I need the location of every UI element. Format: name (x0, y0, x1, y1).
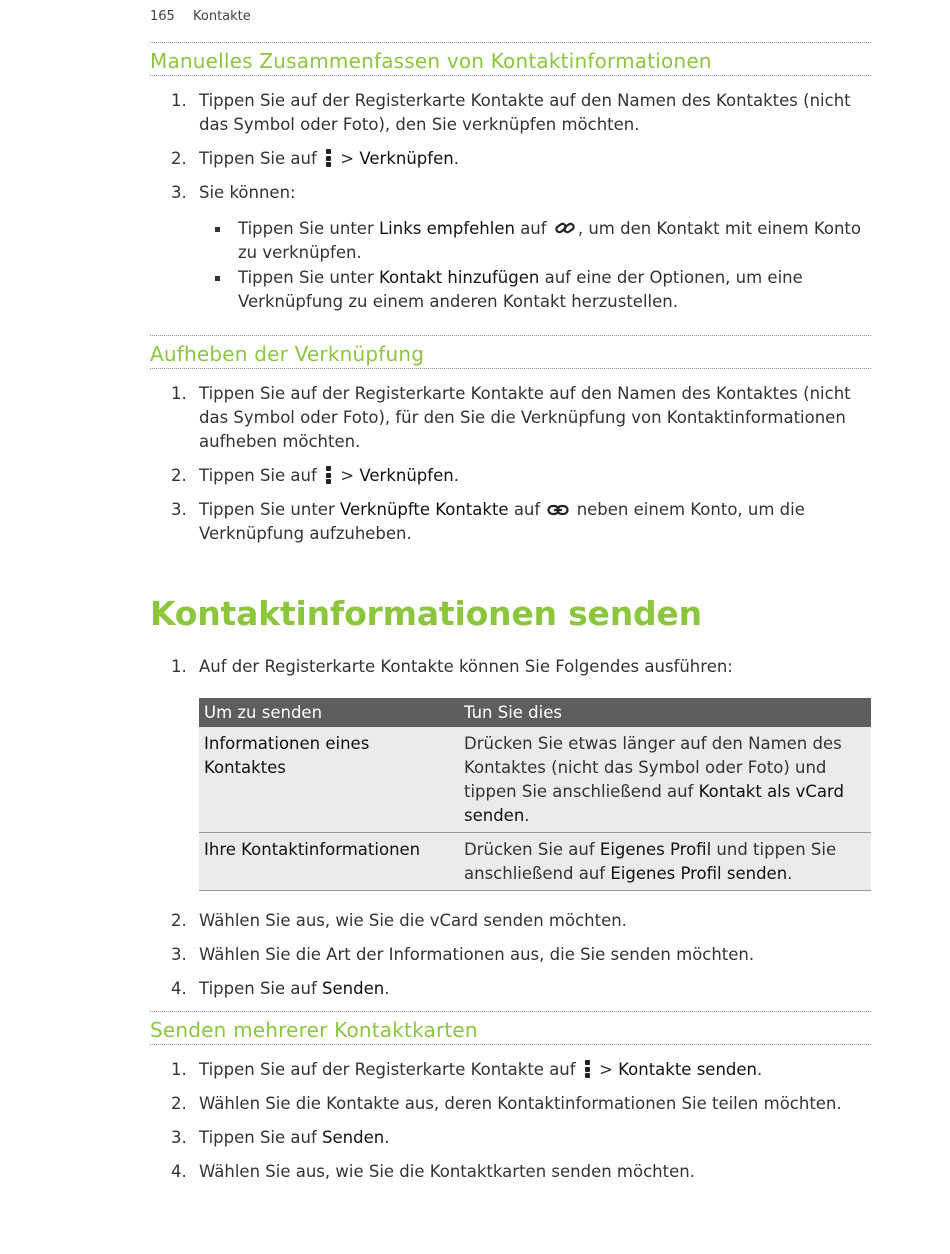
section-heading: Aufheben der Verknüpfung (150, 342, 425, 366)
bullet-text: auf eine der Optionen, um eine Verknüpfung zu einem anderen Kontakt herzustellen. (238, 268, 803, 311)
cell-text: . (524, 806, 530, 825)
step-text: . (384, 979, 390, 998)
step-number: 4. (171, 979, 187, 998)
step-number: 1. (171, 91, 187, 110)
step-item (150, 655, 871, 679)
step-text: . (453, 466, 459, 485)
cell-text: Drücken Sie etwas länger auf den Namen des Kontaktes (nicht das Symbol oder Foto) und tippen Sie anschließend auf (464, 734, 842, 801)
ui-term: Verknüpfen (359, 149, 454, 168)
step-item (150, 1092, 871, 1116)
cell-text: . (787, 864, 793, 883)
step-item (150, 147, 871, 171)
step-item (150, 909, 871, 933)
table-cell: Informationen eines Kontaktes (199, 727, 459, 833)
section-rule (150, 75, 871, 76)
ui-term: Eigenes Profil (599, 840, 712, 859)
step-list (150, 382, 871, 546)
table-header: Tun Sie dies (459, 698, 871, 727)
step-number: 4. (171, 1162, 187, 1181)
step-text: Wählen Sie aus, wie Sie die Kontaktkarten senden möchten. (199, 1162, 695, 1181)
unlink-icon (547, 503, 569, 517)
bullet-list (150, 217, 871, 314)
step-item (150, 181, 871, 314)
step-text: Wählen Sie die Art der Informationen aus, die Sie senden möchten. (199, 945, 755, 964)
step-text: Auf der Registerkarte Kontakte können Sie Folgendes ausführen: (199, 657, 733, 676)
step-text: Tippen Sie auf der Registerkarte Kontakte auf den Namen des Kontaktes (nicht das Symbol oder Foto), für den Sie die Verknüpfung von Kontaktinformationen aufheben möchten. (199, 384, 851, 451)
send-options-table (199, 698, 871, 891)
bullet-text: Tippen Sie unter (238, 219, 374, 238)
step-text: Tippen Sie auf der Registerkarte Kontakte auf den Namen des Kontaktes (nicht das Symbol oder Foto), den Sie verknüpfen möchten. (199, 91, 851, 134)
step-text: auf (513, 500, 541, 519)
table-row (199, 833, 871, 891)
ui-term: Kontakte senden (618, 1060, 757, 1079)
step-item (150, 1126, 871, 1150)
ui-term: Senden (322, 979, 385, 998)
step-text: Tippen Sie auf (199, 149, 317, 168)
step-text: > (599, 1060, 613, 1079)
ui-term: Eigenes Profil senden (610, 864, 788, 883)
step-number: 3. (171, 1128, 187, 1147)
step-list (150, 1058, 871, 1184)
step-item (150, 382, 871, 454)
step-list (150, 909, 871, 1001)
step-item (150, 977, 871, 1001)
step-item (150, 1160, 871, 1184)
bullet-item (199, 217, 871, 265)
step-number: 1. (171, 1060, 187, 1079)
menu-icon (326, 149, 331, 167)
step-number: 3. (171, 183, 187, 202)
step-number: 1. (171, 384, 187, 403)
step-item (150, 464, 871, 488)
ui-term: Verknüpfte Kontakte (339, 500, 509, 519)
ui-term: Kontakt hinzufügen (378, 268, 540, 287)
page-number: 165 (150, 9, 175, 24)
step-item (150, 943, 871, 967)
page-header (150, 9, 251, 24)
step-text: neben einem Konto, um die Verknüpfung aufzuheben. (199, 500, 805, 543)
bullet-text: , um den Kontakt mit einem Konto zu verknüpfen. (238, 219, 861, 262)
link-suggest-icon (554, 220, 576, 236)
menu-icon (585, 1060, 590, 1078)
table-cell (459, 833, 871, 891)
ui-term: Kontakt als vCard senden (464, 782, 844, 825)
ui-term: Links empfehlen (378, 219, 515, 238)
bullet-text: Tippen Sie unter (238, 268, 374, 287)
step-item (150, 89, 871, 137)
step-text: Sie können: (199, 183, 296, 202)
step-text: Tippen Sie auf (199, 466, 317, 485)
step-number: 2. (171, 911, 187, 930)
step-text: . (757, 1060, 763, 1079)
ui-term: Senden (322, 1128, 385, 1147)
section-rule (150, 368, 871, 369)
step-text: . (453, 149, 459, 168)
step-text: > (340, 149, 355, 168)
step-item (150, 498, 871, 546)
step-list (150, 655, 871, 679)
step-number: 3. (171, 945, 187, 964)
ui-term: Verknüpfen (359, 466, 454, 485)
step-list (150, 89, 871, 314)
table-row (199, 727, 871, 833)
table-cell: Ihre Kontaktinformationen (199, 833, 459, 891)
menu-icon (326, 466, 331, 484)
table-cell (459, 727, 871, 833)
step-text: Wählen Sie die Kontakte aus, deren Kontaktinformationen Sie teilen möchten. (199, 1094, 842, 1113)
cell-text: und tippen Sie anschließend auf (464, 840, 837, 883)
step-number: 1. (171, 657, 187, 676)
bullet-item (199, 266, 871, 314)
cell-text: Drücken Sie auf (464, 840, 595, 859)
chapter-title: Kontakte (193, 9, 251, 24)
table-header: Um zu senden (199, 698, 459, 727)
bullet-text: auf (520, 219, 547, 238)
step-text: Tippen Sie unter (199, 500, 335, 519)
chapter-heading: Kontaktinformationen senden (150, 594, 702, 633)
page-content (150, 42, 871, 1194)
step-number: 2. (171, 466, 187, 485)
step-number: 2. (171, 1094, 187, 1113)
table-header-row (199, 698, 871, 727)
section-heading: Senden mehrerer Kontaktkarten (150, 1018, 478, 1042)
step-text: Tippen Sie auf (199, 1128, 317, 1147)
step-number: 3. (171, 500, 187, 519)
step-text: > (340, 466, 355, 485)
step-number: 2. (171, 149, 187, 168)
section-rule (150, 1044, 871, 1045)
step-item (150, 1058, 871, 1082)
step-text: Wählen Sie aus, wie Sie die vCard senden möchten. (199, 911, 627, 930)
step-text: . (384, 1128, 390, 1147)
step-text: Tippen Sie auf der Registerkarte Kontakte auf (199, 1060, 576, 1079)
step-text: Tippen Sie auf (199, 979, 317, 998)
section-heading: Manuelles Zusammenfassen von Kontaktinformationen (150, 49, 712, 73)
